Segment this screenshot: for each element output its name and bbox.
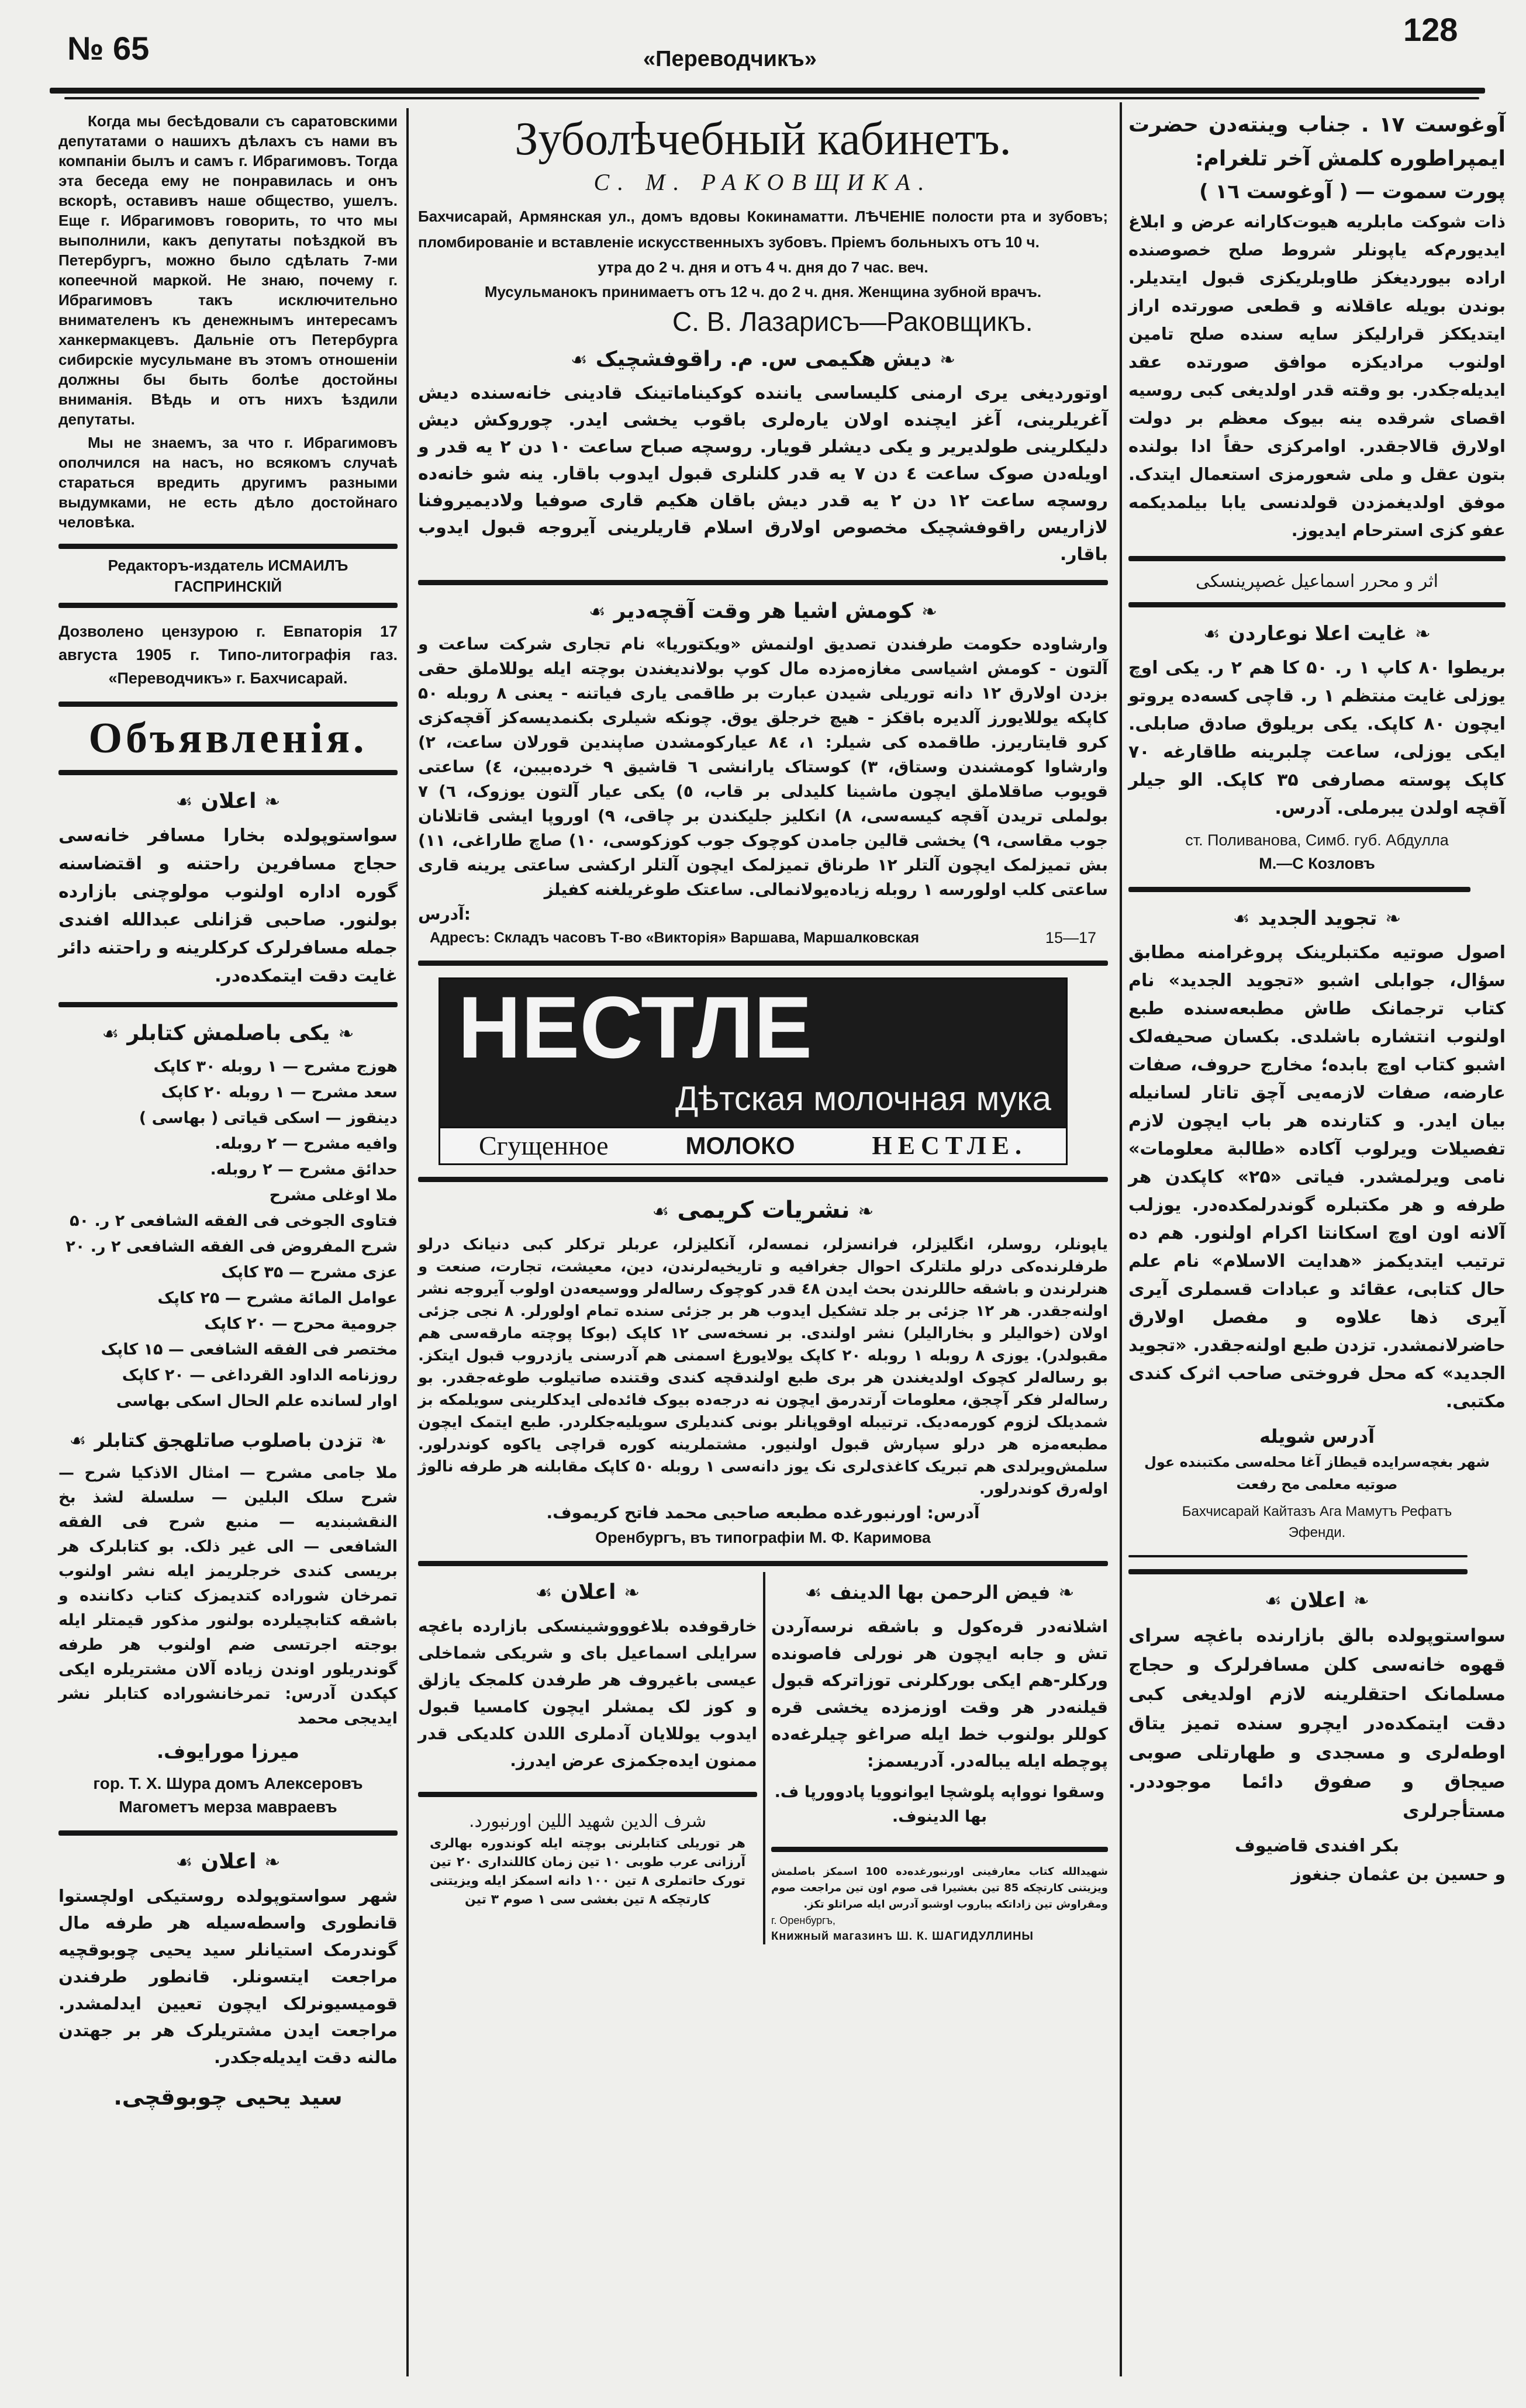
ornament-icon: ☙ — [652, 1200, 669, 1222]
ad-ru-address: ст. Поливанова, Симб. губ. Абдулла — [1185, 831, 1449, 849]
address-line: гор. Т. Х. Шура домъ Алексеровъ — [93, 1774, 363, 1792]
ad-signature: و حسین بن عثمان جنغوز — [1291, 1864, 1506, 1885]
ornament-icon: ❧ — [264, 790, 281, 813]
dentist-title: Зуболѣчебный кабинетъ. — [515, 113, 1011, 165]
ad-title: غایت اعلا نوعاردن — [1228, 622, 1407, 645]
ad-title: اعلان — [560, 1580, 616, 1604]
book-list-item: عوامل المائة مشرح — ۲۵ کاپک — [157, 1289, 398, 1307]
book-list-item: شرح المفروض فی الفقه الشافعی ۲ ر. ۲۰ — [65, 1238, 398, 1256]
masthead-rule — [50, 88, 1485, 94]
ornament-icon: ❧ — [264, 1851, 281, 1873]
ornament-icon: ☙ — [175, 1851, 193, 1873]
ad-ru-address: М.—С Козловъ — [1259, 855, 1375, 872]
tajwid-ru-address: Эфенди. — [1288, 1525, 1346, 1540]
dentist-body: Бахчисарай, Армянская ул., домъ вдовы Кокинаматти. ЛѢЧЕНІЕ полости рта и зубовъ; пломбированіе и вставленіе искусственныхъ зубовъ. Пріемъ больныхъ отъ 10 ч. — [418, 208, 1108, 251]
ornament-icon: ❧ — [940, 348, 955, 371]
ornament-icon: ☙ — [589, 600, 606, 623]
nestle-advertisement — [439, 977, 1068, 1165]
right-column — [1128, 108, 1506, 1889]
bottom-ads-row — [418, 1572, 1108, 1944]
divider-rule — [418, 1177, 1108, 1182]
divider-rule — [58, 770, 398, 775]
divider-rule — [771, 1847, 1108, 1852]
editor-publisher: Редакторъ-издатель ИСМАИЛЪ ГАСПРИНСКІЙ — [108, 557, 348, 595]
ad-title: فیض الرحمن بها الدینف — [830, 1581, 1051, 1604]
ad-text: بریطوا ۸۰ کاپ ۱ ر. ۵۰ کا هم ۲ ر. یکی اوچ یوزلی غایت منتظم ۱ ر. قاچی کسه‌ده یروتو ایچون ۸۰ کاپک. یکی بریلوق صادق صابلی. ایکی یوزلی، ساعت چلبرینه طاقارغه ۷۰ کاپک پوسته مصارفی ۳۵ کاپک. الو جیلر آقچه اولدن یبرملی. آدرس. — [1128, 658, 1506, 818]
watches-heading — [418, 597, 1108, 626]
page-number: 128 — [1403, 11, 1458, 48]
tajwid-ru-address: Бахчисарай Кайтазъ Ага Мамутъ Рефатъ — [1182, 1504, 1452, 1519]
books-title: یکی باصلمش کتابلر — [127, 1021, 330, 1045]
bottom-ad-left — [418, 1572, 765, 1944]
small-ad-text: شهیدالله کتاب معارفینی اورنبورغده‌ده 100 اسمکز باصلمش ویزیتنی کارتچکه 85 تین بغشیرا قی صوم اون تین مراجعت صوم ومقراوش تین زاداتکه یباروب اوشبو آدرس ایله صراتلو تکز. — [771, 1865, 1108, 1910]
divider-rule — [1128, 1555, 1468, 1557]
divider-rule — [58, 1830, 398, 1836]
dentist-ar-title-text: دیش هکیمی س. م. راقوفشچیک — [595, 347, 932, 371]
dentist-subtitle: С. М. РАКОВЩИКА. — [593, 169, 933, 195]
dentist-women-hours: Мусульманокъ принимаетъ отъ 12 ч. до 2 ч. дня. Женщина зубной врачъ. — [484, 283, 1042, 300]
watches-address-number: 15—17 — [1045, 929, 1096, 946]
ornament-icon: ❧ — [1058, 1581, 1075, 1604]
telegram-place: پورت سموت — ( آوغوست ۱٦ ) — [1199, 180, 1506, 203]
ornament-icon: ❧ — [858, 1200, 874, 1222]
masthead-rule-thin — [64, 97, 1479, 99]
dentist-hours: утра до 2 ч. дня и отъ 4 ч. дня до 7 час. веч. — [598, 258, 928, 276]
books2-title: تزدن باصلوب صاتلهجق کتابلر — [94, 1429, 363, 1452]
divider-rule — [418, 580, 1108, 585]
book-list-item: جرومیة محرح — ۲۰ کاپک — [204, 1315, 398, 1333]
column-divider — [1120, 102, 1122, 2376]
divider-rule — [1128, 1569, 1468, 1574]
ornament-icon: ☙ — [175, 790, 193, 813]
bottom-ad-right — [765, 1572, 1108, 1944]
dentist-signature: С. В. Лазарисъ—Раковщикъ. — [672, 306, 1033, 337]
ad-title: اعلان — [201, 1850, 257, 1874]
ornament-icon: ❧ — [338, 1022, 354, 1045]
ornament-icon: ☙ — [1265, 1590, 1282, 1612]
ornament-icon: ☙ — [805, 1581, 822, 1604]
nestle-brand: НЕСТЛЕ — [458, 978, 813, 1076]
books2-heading — [58, 1426, 398, 1455]
divider-rule — [58, 702, 398, 707]
karimi-ru-address: Оренбургъ, въ типографіи М. Ф. Каримова — [595, 1529, 931, 1546]
divider-rule — [1128, 887, 1470, 892]
article-paragraph: Мы не знаемъ, за что г. Ибрагимовъ ополчился на насъ, но всякомъ случаѣ стараться вредить другимъ разными выдумками, не есть дѣло достойнаго человѣка. — [58, 434, 398, 531]
divider-rule — [418, 1561, 1108, 1566]
watches-address-ar: آدرس: — [418, 904, 471, 924]
ad-text: شهر سواستوپولده روستیکی اولچستوا قانطوری واسطه‌سیله هر طرفه مال گوندرمک استیانلر سید یحیی چوبوقچیه مراجعت ایتسونلر. قانطور طرفندن قومیسیونرلک ایچون تعیین ایدلمشدر. مراجعت ایدن مشتریلرک هر بر جهتدن مالنه دقت ایدیله‌جکدر. — [58, 1886, 398, 2067]
telegram-heading: آوغوست ۱۷ . جناب وینته‌دن حضرت ایمپراطوره کلمش آخر تلغرام: — [1128, 113, 1506, 171]
ad-heading — [1128, 1586, 1506, 1615]
book-list-item: حدائق مشرح — ۲ روبله. — [210, 1160, 398, 1179]
ornament-icon: ❧ — [1415, 623, 1431, 645]
books-heading — [58, 1019, 398, 1048]
watches-address-row — [418, 927, 1108, 949]
divider-rule — [58, 603, 398, 608]
divider-rule — [418, 961, 1108, 966]
karimi-title: نشریات کریمی — [677, 1197, 850, 1224]
karimi-heading — [418, 1194, 1108, 1228]
ad-title: اعلان — [1289, 1588, 1345, 1612]
divider-rule — [58, 1002, 398, 1007]
center-column — [418, 111, 1108, 1944]
ad-heading — [771, 1578, 1108, 1607]
watches-address: Адресъ: Складъ часовъ Т-во «Викторія» Варшава, Маршалковская — [430, 930, 920, 946]
ornament-icon: ☙ — [535, 1581, 553, 1604]
book-list-item: فتاوی الجوخی فی الفقه الشافعی ۲ ر. ۵۰ — [70, 1212, 398, 1230]
tajwid-heading — [1128, 904, 1506, 933]
editor-ar: اثر و محرر اسماعیل غصپرینسکی — [1195, 571, 1439, 592]
nestle-bottom-word: Сгущенное — [478, 1131, 609, 1160]
ad-signature: بکر افندی قاضیوف — [1234, 1836, 1400, 1856]
small-ad-title: شرف الدین شهید اللین اورنبورد. — [468, 1811, 706, 1832]
column-divider — [406, 108, 409, 2376]
nestle-bottom-word: МОЛОКО — [685, 1132, 795, 1159]
ornament-icon: ❧ — [371, 1429, 387, 1452]
left-column — [58, 111, 398, 2112]
tajwid-text: اصول صوتیه مکتبلرینک پروغرامنه مطابق سؤال، جوابلی اشبو «تجوید الجدید» نام کتاب ترجمانک طاش مطبعه‌سنده طبع اولنوب انتشاره باشلدی. بکسان صحیفه‌لک اشبو کتاب اوچ بابده؛ مخارج حروف، صفات عارضه، صفات لازمه‌یی آچق تاتار لسانیله بیان ایدر. و کتارنده هر باب ایچون لازم تفصیلات ویرلوب آکاده «طالبة معلومات» نامی ویرلمشدر. فیاتی «۲۵» کاپکدن هر طرفه و هر مکتبلره گوندرلمکده‌در. یوزلب آلانه اون اوچ اسکانتا اکرام اولنور. هم ده ترتیب ایتدیکمز «هدایت الاسلام» نام علم حال کتابی، عقائد و عبادات قسملری آیری آیری ذها علاوه و مفصل اولارق حاضرلانمشدر. تزدن طبع اولنه‌جقدر. «تجوید الجدید» که محل فروختی صاحب اثرک کندی مکتبی. — [1128, 942, 1506, 1412]
ad-text: سواستوپولده بخارا مسافر خانه‌سی حجاج مسافرین راحتنه و اقتضاسنه گوره اداره اولنوب مولوچنی بازارده بولنور. صاحبی قزانلی عبدالله افندی جمله مسافرلرک کرکلرینه و راحتنه دائر غایت دقت ایتمکده‌در. — [58, 825, 398, 986]
small-ad-ru: Книжный магазинъ Ш. К. ШАГИДУЛЛИНЫ — [771, 1930, 1034, 1943]
ads-heading: Объявленія. — [88, 714, 368, 762]
book-list-item: هوزج مشرح — ۱ روبله ۳۰ کاپک — [153, 1058, 398, 1076]
divider-rule — [1128, 602, 1506, 607]
ornament-icon: ❧ — [624, 1581, 640, 1604]
ad-heading — [418, 1578, 757, 1607]
nestle-bottom-band — [440, 1127, 1066, 1163]
dentist-ar-title — [418, 345, 1108, 374]
small-ad-ru: г. Оренбургъ, — [771, 1915, 835, 1926]
divider-rule — [58, 544, 398, 549]
ad-text: سواستوپولده بالق بازارنده باغچه سرای قهوه خانه‌سی کلن مسافرلرک و حجاج مسلمانک احتقلرینه لازم اولدیغی کبی دقت ایتمکده‌در ایچرو سنده تمیز یتاق اوطه‌لری و مسجدی و طهارتلی صوبی صیجاق و صفوق دائما موجوددر. مستأجرلری — [1128, 1625, 1506, 1822]
ad-signature: سید یحیی چوبوقچی. — [113, 2084, 343, 2110]
newspaper-title: «Переводчикъ» — [643, 47, 817, 71]
small-ad-text: هر توریلی کتابلرنی بوچته ایله کوندوره بهالری آرزانی عرب طوبی ۱۰ تین زمان کاللنداری ۲۰ تین تورک حاتملری ۸ تین ۱۰۰ دانه اسمکز ایله ویزیتنی کارتچکه ۸ تین بغشی سی ۱ صوم ۳ تین — [430, 1836, 745, 1907]
book-list-item: اوار لسانده علم الحال اسکی بهاسی — [116, 1392, 398, 1410]
divider-rule — [1128, 556, 1506, 561]
watches-title: کومش اشیا هر وقت آقچه‌دیر — [613, 599, 914, 623]
telegram-text: ذات شوکت مابلریه هیوت‌کارانه عرض و ابلاغ ایدیورم‌که یاپونلر شروط صلح خصوصنده اراده بیوردیغکز طاوبلریکزی قبول ایتدیلر. بوندن بویله عاقلانه و قطعی صورتده اراز ایتدیککز قرارلیکز سایه‌ سنده صلح تامین اولنوب مرادیکزه موافق صورتده عقد ایدیله‌جکدر. بو وقته قدر اولدیغی کبی روسیه اقصای شرقده ینه بیوک معظم بر دولت اولارق قالاجقدر. اوامرکزی حقاً ادا بولنده بتون عقل و ملی شعورمزی استعمال ایتدک. موفق اولدیغمزدن قولدنسی یابا بیلمدیکمه عفو کزی استرحام ایدیوز. — [1128, 212, 1506, 540]
nestle-bottom-word: НЕСТЛЕ. — [872, 1131, 1028, 1160]
ad-text: خارقوفده بلاغوووشینسکی بازارده باغچه سرایلی اسماعیل بای و شریکی شماخلی عیسی باغیروف هر طرفدن کلمجک یازلق و کوز لک یمشلر ایچون کامسیا قبول ایدوب یوللایان آدملری اللدن کلدیکی قدر ممنون ایده‌جکمزی عرض ایدرز. — [418, 1616, 757, 1770]
karimi-address: آدرس: اورنبورغده مطبعه صاحبی محمد فاتح کریموف. — [546, 1503, 980, 1522]
ornament-icon: ☙ — [1232, 907, 1250, 930]
ornament-icon: ☙ — [69, 1429, 87, 1452]
ornament-icon: ❧ — [1385, 907, 1401, 930]
article-paragraph: Когда мы бесѣдовали съ саратовскими депутатами о нашихъ дѣлахъ съ нами въ компаніи былъ и самъ г. Ибрагимовъ. Тогда эта беседа ему не понравилась и онъ вскорѣ, оставивъ наше общество, ушелъ. Еще г. Ибрагимовъ говорить, то что мы выполнили, какъ депутаты поѣздкой въ Петербургъ, можно было сдѣлать 7-ми копеечной маркой. Не знаю, почему г. Ибрагимовъ такъ исключительно внимателенъ къ денежнымъ интересамъ ханкермакцевъ. Дальніе отъ Петербурга сибирскіе мусульмане въ этомъ отношеніи должны бы быть болѣе достойны вниманія. Вѣдь и отъ нихъ ѣздили депутаты. — [58, 112, 398, 428]
book-list-item: عزی مشرح — ۳۵ کاپک — [221, 1263, 398, 1281]
ornament-icon: ☙ — [1203, 623, 1220, 645]
books2-text: ملا جامی مشرح — امثال الاذکیا شرح — شرح سلک البلین — سلسلة لشذ بخ النقشبندیه — منبع شرح فی الفقه الشافعی — الی غیر ذلک. بو کتابلرک هر بریسی کندی خرجلریمز ایله نشر اولنوب تمرخان شوراده کتدیمزک کتاب دکاننده و باشقه کتابچیلرده بولنور مذکور قیمتلر ایله بوجته اجرتسی ضم اولنوب هر طرفه گوندریلور اوندن زیاده آلان مشتریلره ایکی کپکدن آدرس: تمرخانشوراده کتابلر نشر ایدیجی محمد — [58, 1464, 398, 1728]
books2-signature: میرزا مورایوف. — [157, 1740, 299, 1763]
tajwid-title: تجوید الجدید — [1258, 907, 1377, 930]
ad-heading — [58, 787, 398, 816]
ad-title: اعلان — [201, 789, 257, 813]
ad-signature: وسقوا نوواپه پلوشچا ایوانوویا پادوورپا ف. بها الدینوف. — [774, 1783, 1105, 1826]
book-list-item: ملا اوغلی مشرح — [269, 1186, 398, 1204]
issue-number: № 65 — [67, 30, 150, 67]
book-list-item: دینقوز — اسکی قیاتی ( بهاسی ) — [139, 1109, 398, 1127]
censorship-note: Дозволено цензурою г. Евпаторія 17 августа 1905 г. Типо-литографія газ. «Переводчикъ» г. Бахчисарай. — [58, 623, 398, 687]
books-list — [58, 1054, 398, 1414]
karimi-text: یاپونلر، روسلر، انگلیزلر، فرانسزلر، نمسه‌لر، آنکلیزلر، عربلر ترکلر کبی دنیانک درلو طرفلرنده‌کی درلو ملتلرک احوال جغرافیه و تاریخیه‌لرندن، دین، معیشت، تجارت، صنعت و هنرلرندن و باشقه حاللرندن بحث ایدن ٤۸ قدر کوچوک رساله‌لر ووسیعه‌دن اولوب آیروجه نشر اولنه‌جقدر. هر ۱۲ جزئی بر جلد تشکیل ایدوب هر بر جزئی سنده تمام اولورلر. ۸ نجی جزئی اولان (خوالیلر و بخارالیلر) نشر اولندی. بر نسخه‌سی ۱۲ کاپک (بوکا پوچته مارقه‌سی هم مقبولدر). یوزی ۸ روبله ۱ روبله ۲۰ کاپک یولایورغ اسمنی هم آدرسنی یازدروب قبول ایتکز. بو رساله‌لر کچوک اولدیغندن هر بری طبع اولندقچه کندی وقتنده صاتیلوب طوغه‌جقدر. بو رساله‌لر فکر آچجق، معلومات آرتدرمق ایچون نه درجه‌ده بیوک فائده‌لی ایدکلرینی سویلمکه بز شمدیلک لزوم کورمه‌دیک. ترتیبله اوقوپانلر بونی کندیلری سویلیه‌جکلردر. طبع ایتمک ایچون مطبعه‌مزه هر درلو سپارش قبول اولنیور. مشتملرینه کوره قراچی یاکوه کوندرلور. سلمش‌ویرلدی هم تبریک کاغذی‌لری نک یوز دانه‌سی ۱ روبله ۵۰ کاپک مقابلنه هر طرفه نالوژ اوله‌رق کوندرلور. — [418, 1236, 1109, 1498]
tajwid-address-label: آدرس شویله — [1259, 1425, 1375, 1447]
tajwid-address: شهر بغچه‌سرایده قیطاز آغا محله‌سی مکتبنده عول صوتیه معلمی مح‌ رفعت — [1144, 1454, 1490, 1493]
ad-text: اشلانه‌در قره‌کول و باشقه نرسه‌آردن تش و جابه ایچون هر نورلی فاصونده ورکلر-هم ایکی بورکلرنی توزاترکه قبول قیلنه‌در هر وقت اوزمزده یخشی قره کوللر بولنوب خط ایله صراغو چیلرغه‌ده پوچطه ایله یباله‌در. آدریسمز: — [771, 1616, 1108, 1771]
book-list-item: روزنامه الداود القرداغی — ۲۰ کاپک — [122, 1366, 398, 1384]
book-list-item: وافیه مشرح — ۲ روبله. — [215, 1135, 398, 1153]
ad-heading — [1128, 619, 1506, 648]
nestle-tagline: Дѣтская молочная мука — [675, 1080, 1051, 1118]
ornament-icon: ☙ — [571, 348, 588, 371]
address-line: Магометъ мерза мавраевъ — [119, 1798, 337, 1816]
book-list-item: مختصر فی الفقه الشافعی — ۱۵ کاپک — [101, 1341, 398, 1359]
divider-rule — [418, 1792, 757, 1797]
ornament-icon: ❧ — [921, 600, 937, 623]
dentist-ar-text: اوتوردیغی یری ارمنی کلیساسی یاننده کوکیناماتینک قادینی خانه‌سنده دیش آغریلرینی، آغز ایچنده اولان یارەلری باقوب یخشی ایدر. چوروکش دیش دلیکلرینی طولدیریر و یکی دیشلر قویار. روسچه صباح ساعت ۱۰ دن ۲ یه قدر و اویله‌دن صوک ساعت ٤ دن ۷ یه قدر کلنلری قبول ایدوب باقار. ینه شو خانه‌ده روسچه ساعت ۱۲ دن ۲ یه قدر دیش باقان هکیم قاری صوفیا ولادیمیروفنا لازاریس راقوفشچیک مخصوص اولارق اسلام قاریلرینی آیروجه قبول ایدوب باقار. — [418, 383, 1109, 565]
watches-text: وارشاوده حکومت طرفندن تصدیق اولنمش «ویکتوریا» نام تجاری شرکت ساعت و آلتون - کومش اشیاسی مغازه‌مزده مال کوپ بولاندیغندن بوچته ایله یوللاملق حقی بزدن اولارق ۱۲ دانه توریلی شیدن عبارت بر طاقمی یاری فیاتنه - یعنی ۸ روبله ۵۰ کاپکه یوللایورز آلدیره باقکز - هیچ خرجلق یوق. چونکه شیلری بکنمدیسه‌کز آقچه‌کزی کرو قایتاریرز. طاقمده کی شیلر: ۱، ۸٤ عیارکومشدن صاپندین قورلان ساعت، ۲) وارشاوا کومشندن وستاق، ۳) کوستاک یارانشی ٦ قاشیق ۹ خرده‌بیبن، ٤) ساعتی قویوب صاقلاملق ایچون ماشینا کلیدلی بر قاب، ٥) یکی عیار آلتون یوزوک، ٦) ۷ بولملی تریدن آقچه کیسه‌سی، ۸) انکلیز جلیکندن بر چاقی، ۹) اوروپا ایشی قاتلانان جوب مقاسی، ۹) یخشی قالین جامدن کوچوک جوب کوزکوسی، ۱۰) صاچ طاراغی، ۱۱) بش تمیزلمک ایچون آلتلر ۱۲ طرناق تمیزلمک ایچون آلتلر ارکشی ساعتی یرینه قاری ساعتی کلب اولورسه ۱ روبله زیاده‌یولانمالی. ساعتک طوغریلغنه کفیلز — [418, 634, 1109, 899]
ornament-icon: ☙ — [102, 1022, 119, 1045]
ad-heading — [58, 1847, 398, 1877]
ornament-icon: ❧ — [1353, 1590, 1369, 1612]
book-list-item: سعد مشرح — ۱ روبله ۲۰ کاپک — [161, 1083, 398, 1101]
